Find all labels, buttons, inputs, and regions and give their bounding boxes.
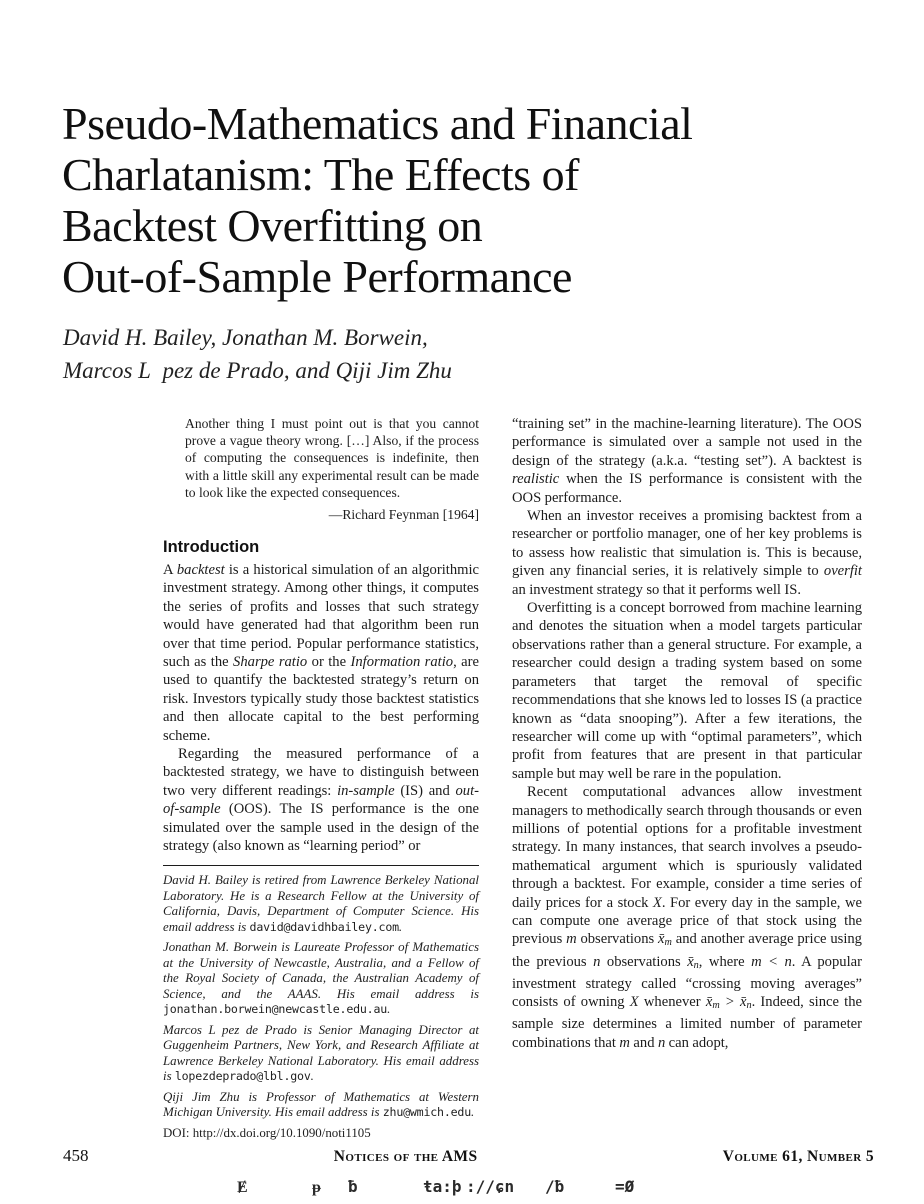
issue-info: Volume 61, Number 5 xyxy=(722,1148,874,1165)
artifact-glyph: ᵽ xyxy=(312,1177,321,1196)
journal-name: Notices of the AMS xyxy=(333,1148,478,1165)
footnote-bailey: David H. Bailey is retired from Lawrence Berkeley National Laboratory. He is a Research Fellow at the University of California, Davis, Department of Computer Science. His email address is david@davidhbailey.com. xyxy=(163,873,479,934)
paragraph-computational-advances: Recent computational advances allow investment managers to methodically search through thousands or even millions of potential options for a profitable investment strategy. In many instances, that search involves a pseudo-mathematical argument which is spuriously validated through a backtest. For example, consider a time series of daily prices for a stock X. For every day in the sample, we can compute one average price of that stock using the previous m observations x̄m and another average price using the previous n observations x̄n, where m < n. A popular investment strategy called “crossing moving averages” consists of owning X whenever x̄m > x̄n. Indeed, since the sample size determines a limited number of parameter combinations that m and n can adopt, xyxy=(512,784,862,1051)
artifact-glyph: ƀ xyxy=(348,1177,358,1196)
paragraph-is-oos: Regarding the measured performance of a backtested strategy, we have to distinguish between two very different readings: in-sample (IS) and out-of-sample (OOS). The IS performance is the one simulated over the sample used in the design of the strategy (also known as “learning period” or xyxy=(163,746,479,855)
artifact-glyph: /ƀ xyxy=(545,1177,565,1196)
section-heading-introduction: Introduction xyxy=(163,538,260,557)
epigraph-quote: Another thing I must point out is that you cannot prove a vague theory wrong. […] Also, if the process of computing the consequences is indefinite, then with a little skill any experimental result can be made to look like the expected consequences. xyxy=(185,416,479,500)
epigraph-attribution: —Richard Feynman [1964] xyxy=(328,507,479,523)
left-column xyxy=(163,415,479,1141)
title-line-1: Pseudo-Mathematics and Financial xyxy=(62,98,693,149)
author-line-2: Marcos L pez de Prado, and Qiji Jim Zhu xyxy=(63,358,452,383)
footnote-lopez-de-prado: Marcos L pez de Prado is Senior Managing Director at Guggenheim Partners, New York, and Research Affiliate at Lawrence Berkeley National Laboratory. His email address is lopezdeprado@lbl.gov. xyxy=(163,1022,479,1083)
paragraph-investor-backtest: When an investor receives a promising backtest from a researcher or portfolio manager, one of her key problems is to assess how realistic that simulation is. This is because, given any financial series, it is relatively simple to overfit an investment strategy so that it performs well IS. xyxy=(512,508,862,598)
footnotes-block xyxy=(163,865,479,1141)
paragraph-backtest-definition: A backtest is a historical simulation of an algorithmic investment strategy. Among other things, it computes the series of profits and losses that such strategy would have generated had that algorithm been run over that time period. Popular performance statistics, such as the Sharpe ratio or the Information ratio, are used to quantify the backtested strategy’s return on risk. Investors typically study those backtest statistics and then allocate capital to the best performing scheme. xyxy=(163,562,479,744)
author-line-1: David H. Bailey, Jonathan M. Borwein, xyxy=(63,325,428,350)
left-column-body xyxy=(163,561,479,856)
artifact-glyph: ://ɕn xyxy=(466,1177,515,1196)
paragraph-overfitting: Overfitting is a concept borrowed from machine learning and denotes the situation when a model targets particular observations rather than a general structure. For example, a researcher could design a trading system based on some parameters that target the removal of specific recommendations that she knows led to losses IS (a practice known as “data snooping”). After a few iterations, the researcher will come up with “optimal parameters”, which profit from features that are present in that particular sample but may well be rare in the population. xyxy=(512,600,862,782)
paragraph-training-set: “training set” in the machine-learning literature). The OOS performance is simulated over a sample not used in the design of the strategy (a.k.a. “testing set”). A backtest is realistic when the IS performance is consistent with the OOS performance. xyxy=(512,416,862,506)
page-number: 458 xyxy=(63,1146,89,1165)
title-line-4: Out-of-Sample Performance xyxy=(62,251,572,302)
right-column xyxy=(512,415,862,1052)
page-footer xyxy=(63,1146,874,1166)
footnote-zhu: Qiji Jim Zhu is Professor of Mathematics at Western Michigan University. His email address is zhu@wmich.edu. xyxy=(163,1089,479,1119)
footnote-borwein: Jonathan M. Borwein is Laureate Professor of Mathematics at the University of Newcastle, Australia, and a Fellow of the Royal Society of Canada, the Australian Academy of Science, and the AAAS. His email address is jonathan.borwein@newcastle.edu.au. xyxy=(163,940,479,1016)
title-line-3: Backtest Overfitting on xyxy=(62,200,483,251)
footnote-doi: DOI: http://dx.doi.org/10.1090/noti1105 xyxy=(163,1125,371,1140)
article-title xyxy=(62,98,692,302)
artifact-glyph: =Ø xyxy=(615,1177,635,1196)
garbled-print-artifact-line xyxy=(0,1177,924,1199)
artifact-glyph: Ɇ xyxy=(237,1177,248,1196)
title-line-2: Charlatanism: The Effects of xyxy=(62,149,579,200)
author-byline xyxy=(63,321,452,387)
artifact-glyph: ŧa:þ xyxy=(423,1177,462,1196)
